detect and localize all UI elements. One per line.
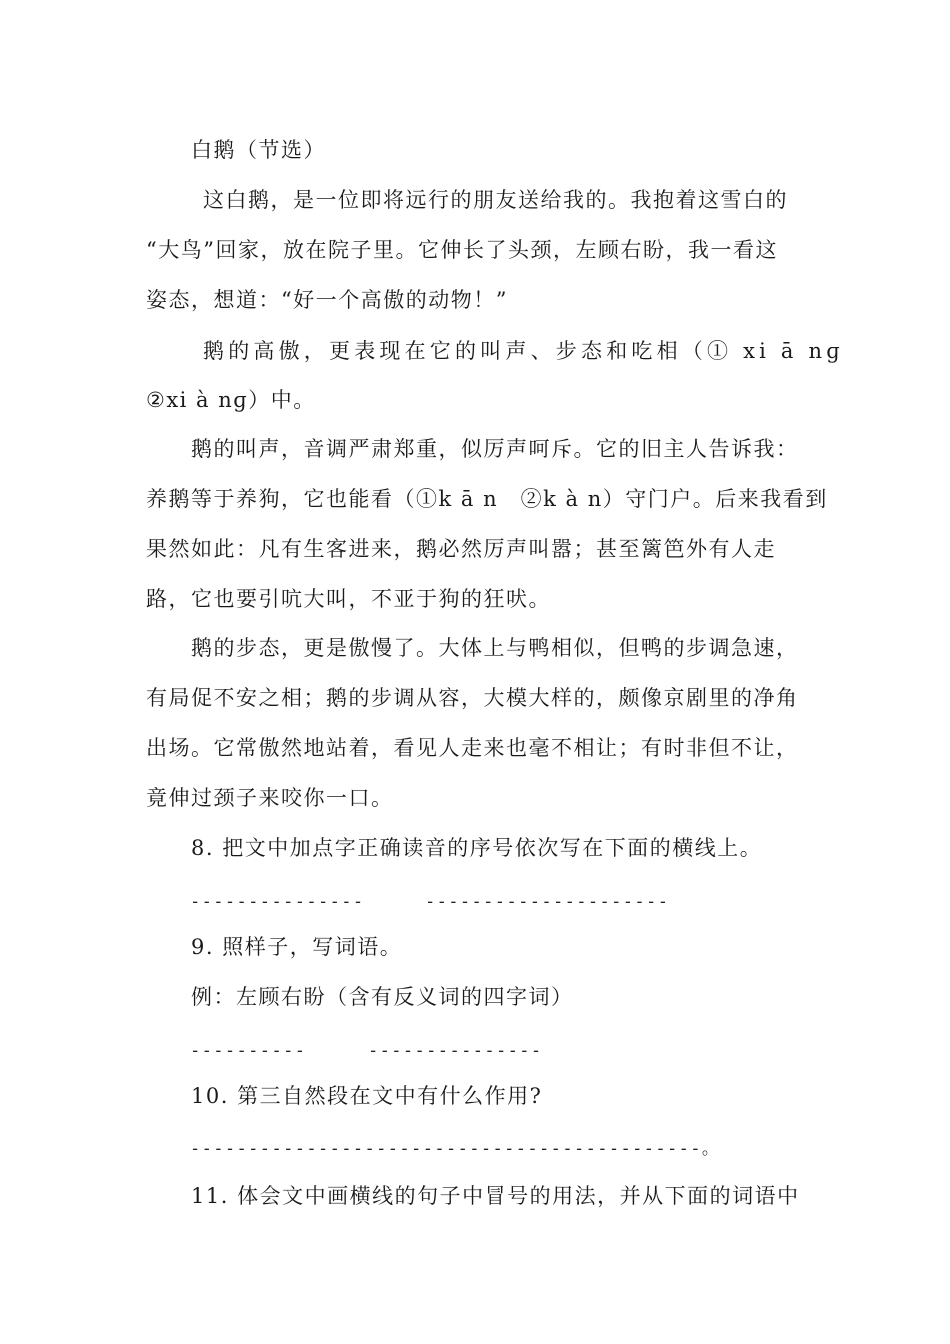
answer-blank-9a[interactable]: ---------- — [190, 1041, 307, 1061]
paragraph-4-line-3: 出场。它常傲然地站着，看见人走来也毫不相让；有时非但不让， — [146, 736, 799, 760]
question-10: 10. 第三自然段在文中有什么作用? — [191, 1084, 543, 1108]
paragraph-3-line-4: 路，它也要引吭大叫，不亚于狗的狂吠。 — [146, 587, 551, 611]
paragraph-3-line-2: 养鹅等于养狗，它也能看（①k ā n ②k à n）守门户。后来我看到 — [146, 487, 828, 511]
paragraph-1-line-2: “大鸟”回家，放在院子里。它伸长了头颈，左顾右盼，我一看这 — [146, 238, 778, 262]
answer-blank-10[interactable]: --------------------------------------------。 — [190, 1139, 721, 1159]
paragraph-3-line-3: 果然如此：凡有生客进来，鹅必然厉声叫嚣；甚至篱笆外有人走 — [146, 537, 776, 561]
paragraph-2-line-2: ②xi à nɡ）中。 — [146, 388, 316, 412]
paragraph-1-line-3: 姿态，想道：“好一个高傲的动物！” — [146, 288, 508, 312]
answer-blank-8a[interactable]: --------------- — [190, 892, 365, 912]
question-9: 9. 照样子，写词语。 — [191, 935, 403, 959]
answer-blank-9b[interactable]: --------------- — [368, 1041, 543, 1061]
question-8: 8. 把文中加点字正确读音的序号依次写在下面的横线上。 — [191, 836, 763, 860]
paragraph-1-line-1: 这白鹅，是一位即将远行的朋友送给我的。我抱着这雪白的 — [203, 188, 788, 212]
paragraph-3-line-1: 鹅的叫声，音调严肃郑重，似厉声呵斥。它的旧主人告诉我： — [191, 437, 799, 461]
question-9-example: 例：左顾右盼（含有反义词的四字词） — [191, 985, 574, 1009]
question-11: 11. 体会文中画横线的句子中冒号的用法，并从下面的词语中 — [191, 1184, 800, 1208]
paragraph-4-line-2: 有局促不安之相；鹅的步调从容，大模大样的，颇像京剧里的净角 — [146, 686, 799, 710]
paragraph-4-line-4: 竟伸过颈子来咬你一口。 — [146, 786, 394, 810]
paragraph-4-line-1: 鹅的步态，更是傲慢了。大体上与鸭相似，但鸭的步调急速， — [191, 636, 799, 660]
paragraph-2-line-1: 鹅的高傲，更表现在它的叫声、步态和吃相（① xi ā nɡ — [203, 339, 844, 363]
answer-blank-8b[interactable]: --------------------- — [425, 892, 670, 912]
passage-title: 白鹅（节选） — [191, 138, 326, 162]
